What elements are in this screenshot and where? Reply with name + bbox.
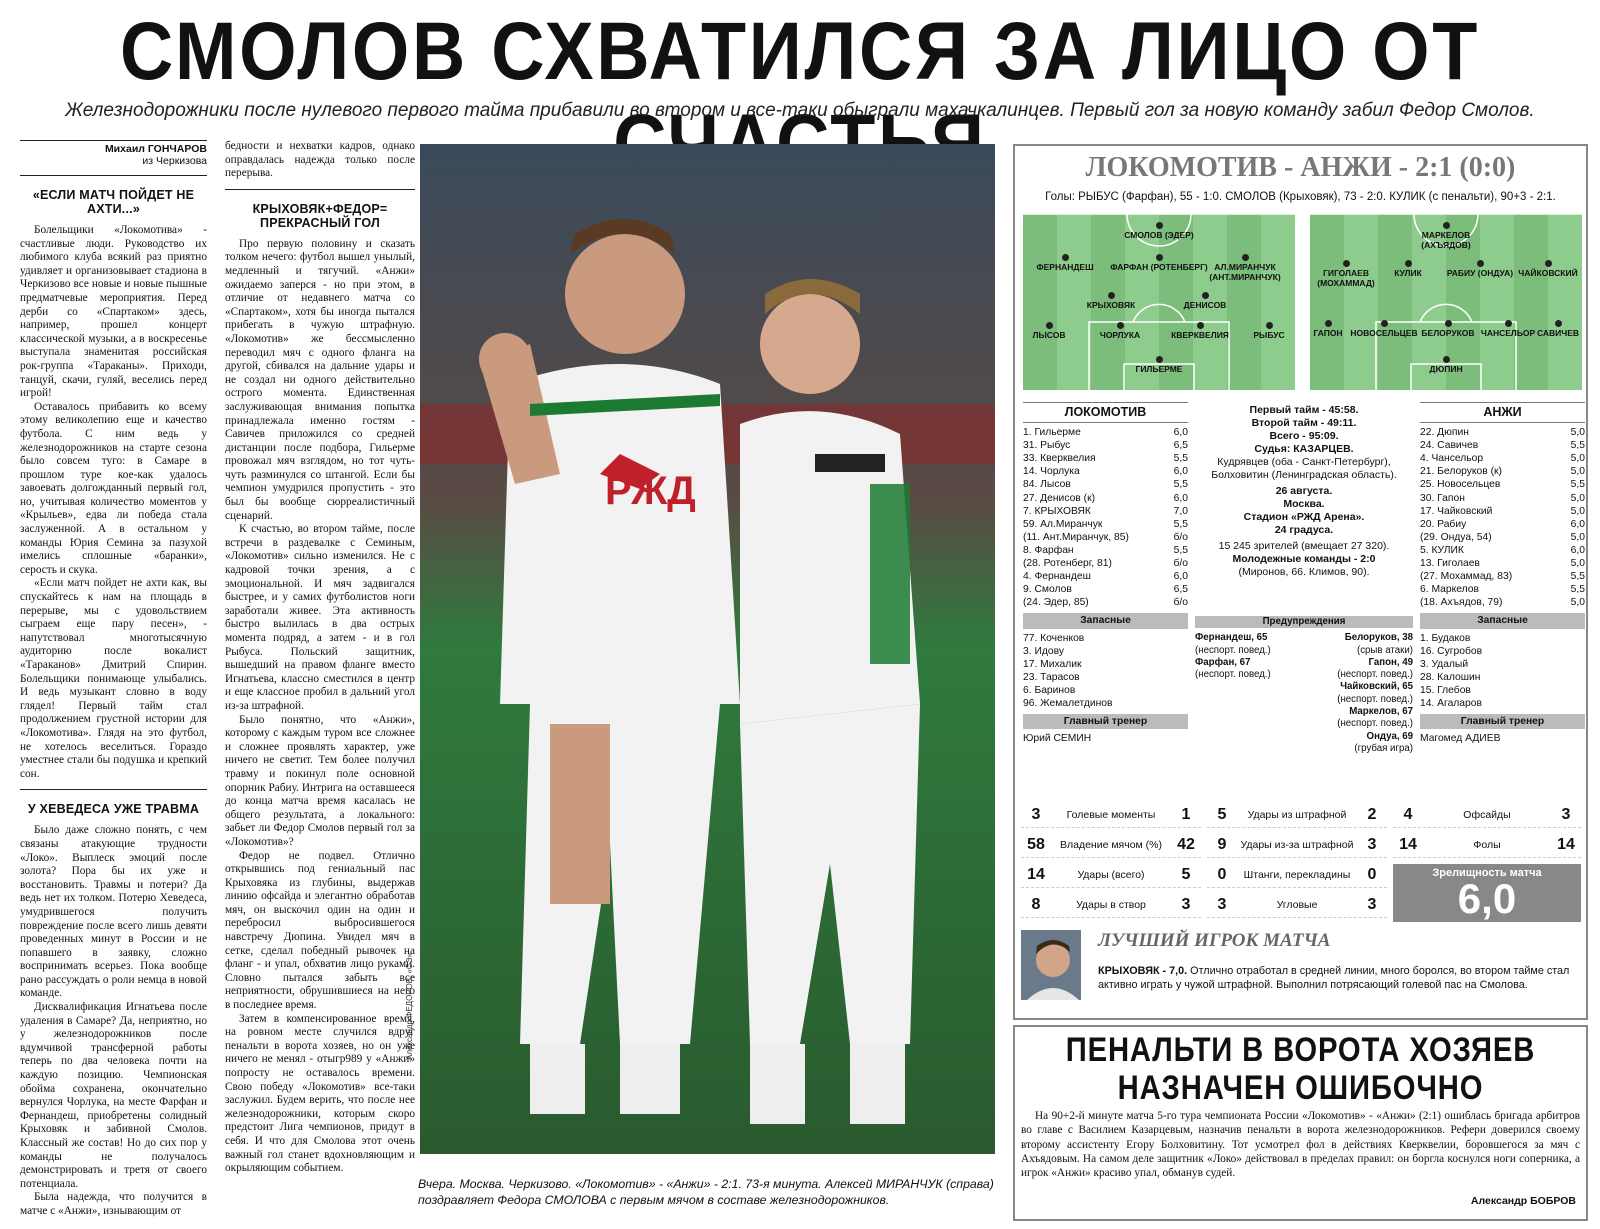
player-name: (11. Ант.Миранчук, 85) <box>1023 531 1129 543</box>
player-rating: 6,0 <box>1173 492 1188 504</box>
player-row <box>1420 557 1585 570</box>
player-rating: б/о <box>1173 531 1188 543</box>
warning-name: Фернандеш, 65 <box>1195 632 1268 644</box>
player-rating: 5,0 <box>1570 558 1585 570</box>
subhead: «ЕСЛИ МАТЧ ПОЙДЕТ НЕ АХТИ...» <box>20 175 207 216</box>
home-lineup <box>1023 402 1188 745</box>
player-name: 27. Денисов (к) <box>1023 492 1095 504</box>
sub-player: 14. Агаларов <box>1420 697 1482 709</box>
player-name: (18. Ахъядов, 79) <box>1420 597 1503 609</box>
penalty-author: Александр БОБРОВ <box>1470 1195 1576 1207</box>
player-name: 1. Гильерме <box>1023 427 1081 439</box>
player-name: 17. Чайковский <box>1420 505 1493 517</box>
paragraph: Было понятно, что «Анжи», которому с каждым туром все сложнее и сложнее проявлять характер, уже ничего не светит. Тем более получил травму и покинул поле основной опорник Рабиу. Интрига на оставшееся до конца матча время касалась не общего результата, а локального: забьет ли Федор Смолов первый гол за «Локомотив»? <box>225 713 415 848</box>
sub-player: 28. Калошин <box>1420 671 1481 683</box>
coach-name: Магомед АДИЕВ <box>1420 733 1501 745</box>
article-column-2 <box>225 140 415 1220</box>
article-column-1 <box>20 140 207 1220</box>
info-line: 26 августа. <box>1275 485 1333 497</box>
stat-row: 5 Удары из штрафной 2 <box>1207 802 1387 828</box>
info-line: Судья: КАЗАРЦЕВ. <box>1254 443 1354 455</box>
player-name: 14. Чорлука <box>1023 466 1080 478</box>
player-marker: БЕЛОРУКОВ <box>1398 320 1498 339</box>
info-line: Второй тайм - 49:11. <box>1251 417 1357 429</box>
player-row <box>1023 583 1188 596</box>
info-line: Болховитин (Ленинградская область). <box>1211 469 1397 481</box>
player-name: 20. Рабиу <box>1420 518 1467 530</box>
paragraph: Про первую половину и сказать толком нечего: футбол вышел унылый, медленный и тягучий. «Анжи» ожидаемо заперся - но при этом, в отличие от недавнего матча со «Спартаком», хотя бы иногда пытался прибегать в чужую штрафную. «Локомотив» же бессмысленно переводил мяч с одного фланга на другой, сбивался на дальние удары и не создал ни одного действительно острого момента. Единственная заслуживающая внимания попытка принадлежала именно гостям - Савичев приложился со средней дистанции после подбора, Гильерме провожал мяч взглядом, но тот чуть-чуть разминулся со штангой. Если бы чемпион умудрился пропустить - это был бы вообще сюрреалистичный сценарий. <box>225 237 415 522</box>
player-row <box>1023 452 1188 465</box>
warning-name: Маркелов, 67 <box>1349 706 1413 718</box>
player-marker: ГИГОЛАЕВ (МОХАММАД) <box>1310 260 1396 288</box>
player-rating: 6,0 <box>1173 571 1188 583</box>
player-name: 4. Фернандеш <box>1023 571 1091 583</box>
warnings-header: Предупреждения <box>1195 616 1413 628</box>
warning-reason: (срыв атаки) <box>1356 644 1413 656</box>
player-row <box>1420 465 1585 478</box>
player-row <box>1023 478 1188 491</box>
player-name: (27. Мохаммад, 83) <box>1420 571 1513 583</box>
paragraph: Оставалось прибавить ко всему этому великолепию еще и качество футбола. С ним ведь у железнодорожников на старте сезона было совсем туго: в Самаре в прошлом туре кое-как удалось завоевать долгожданный первый гол, но, учитывая количество моментов у «Крыльев», едва ли победа стала заслуженной. А в остальном у команды Юрия Семина за пазухой имелись сплошные «баранки», серость и скука. <box>20 400 207 576</box>
player-marker: РЫБУС <box>1219 322 1295 341</box>
sub-player: 3. Удалый <box>1420 658 1469 670</box>
player-row <box>1023 492 1188 505</box>
warning-name: Белоруков, 38 <box>1344 632 1413 644</box>
player-rating: 5,0 <box>1570 597 1585 609</box>
player-name: 59. Ал.Миранчук <box>1023 518 1103 530</box>
warning-name: Чайковский, 65 <box>1340 681 1413 693</box>
warning-name: Ондуа, 69 <box>1366 730 1413 742</box>
player-row <box>1420 505 1585 518</box>
player-marker: КУЛИК <box>1358 260 1458 279</box>
player-rating: 5,5 <box>1173 544 1188 556</box>
info-line: Молодежные команды - 2:0 <box>1232 553 1376 565</box>
player-row <box>1420 531 1585 544</box>
photo-caption: Вчера. Москва. Черкизово. «Локомотив» - «Анжи» - 2:1. 73-я минута. Алексей МИРАНЧУК (справа) поздравляет Федора СМОЛОВА с первым мячом в составе железнодорожников. <box>418 1177 994 1207</box>
info-line: 15 245 зрителей (вмещает 27 320). <box>1218 540 1390 552</box>
stat-row: 58 Владение мячом (%) 42 <box>1021 832 1201 858</box>
player-marker: ЧАНСЕЛЬОР <box>1458 320 1558 339</box>
headline: СМОЛОВ СХВАТИЛСЯ ЗА ЛИЦО ОТ <box>119 6 1481 97</box>
player-rating: 5,0 <box>1570 531 1585 543</box>
player-marker: ФАРФАН (РОТЕНБЕРГ) <box>1109 254 1209 273</box>
rating-label: Зрелищность матча <box>1432 867 1542 879</box>
player-name: 6. Маркелов <box>1420 584 1479 596</box>
player-rating: 7,0 <box>1173 505 1188 517</box>
player-rating: 6,0 <box>1570 544 1585 556</box>
player-name: 31. Рыбус <box>1023 440 1071 452</box>
player-marker: КРЫХОВЯК <box>1061 292 1161 311</box>
player-row <box>1023 557 1188 570</box>
warning-name: Гапон, 49 <box>1368 656 1413 668</box>
stat-row: 3 Угловые 3 <box>1207 892 1387 918</box>
player-rating: 5,0 <box>1570 427 1585 439</box>
player-marker: САВИЧЕВ <box>1508 320 1582 339</box>
player-name: 25. Новосельцев <box>1420 479 1501 491</box>
player-marker: КВЕРКВЕЛИЯ <box>1150 322 1250 341</box>
player-row <box>1420 518 1585 531</box>
player-marker: ЧОРЛУКА <box>1070 322 1170 341</box>
paragraph: «Если матч пойдет не ахти как, вы спускайтесь к нам на площадь в перерыве, мы с удовольствием сыграем еще пару песен», - напутствовал многотысячную аудиторию после вокалист «Тараканов» Дмитрий Спирин. Болельщики понимающе улыбались. И ведь музыкант словно в воду глядел! Первый тайм стал продолжением грустной истории для «Локомотива». Глядя на это футбол, не хотелось веселиться. Гораздо уместнее стали бы подушка и крепкий сон. <box>20 577 207 780</box>
info-line: Москва. <box>1283 498 1325 510</box>
player-marker: СМОЛОВ (ЭДЕР) <box>1109 222 1209 241</box>
coach-header: Главный тренер <box>1023 714 1188 729</box>
stat-row: 3 Голевые моменты 1 <box>1021 802 1201 828</box>
player-name: 13. Гиголаев <box>1420 558 1480 570</box>
paragraph: Болельщики «Локомотива» - счастливые люди. Руководство их любимого клуба всякий раз приятно удивляет и организовывает стадиона в Черкизово все новые и новые пышные предматчевые мероприятия. Перед дерби со «Спартаком» здесь, например, прошел концерт классической музыки, а в воскресенье выступала знаменитая российская рок-группа «Тараканы». Приходи, танцуй, скачи, гуляй, веселись перед игрой! <box>20 224 207 400</box>
photo-credit: Александр ФЕДОРОВ, «СЭ» <box>405 953 414 1060</box>
player-rating: б/о <box>1173 597 1188 609</box>
spectacle-rating <box>1393 864 1581 922</box>
player-row <box>1420 426 1585 439</box>
match-photo <box>420 144 995 1154</box>
player-rating: 6,5 <box>1173 440 1188 452</box>
sub-player: 77. Коченков <box>1023 632 1085 644</box>
warning-reason: (неспорт. повед.) <box>1195 644 1271 656</box>
warning-reason: (неспорт. повед.) <box>1195 669 1271 681</box>
player-rating: 5,5 <box>1570 479 1585 491</box>
player-name: 7. КРЫХОВЯК <box>1023 505 1091 517</box>
info-line: 24 градуса. <box>1274 524 1334 536</box>
away-lineup <box>1420 402 1585 745</box>
player-rating: 5,5 <box>1173 518 1188 530</box>
home-formation <box>1023 214 1295 390</box>
player-rating: 5,0 <box>1570 505 1585 517</box>
match-info <box>1195 404 1413 579</box>
stat-row: 4 Офсайды 3 <box>1393 802 1581 828</box>
paragraph: Дисквалификация Игнатьева после удаления в Самаре? Да, неприятно, но у железнодорожников после вдумчивой трансферной работы теперь по два человека почти на каждую позицию. Чемпионская обойма сохранена, окончательно вернулся Чорлука, на месте Фарфан и Фернандеш, приобретены солидный Крыховяк и забивной Смолов. Классный же состав! Но до сих пор у команды не получалось демонстрировать и третя от своего потенциала. <box>20 1001 207 1190</box>
info-line: Первый тайм - 45:58. <box>1249 404 1359 416</box>
player-name: (24. Эдер, 85) <box>1023 597 1089 609</box>
stat-row: 14 Фолы 14 <box>1393 832 1581 858</box>
player-row <box>1420 478 1585 491</box>
stat-row: 14 Удары (всего) 5 <box>1021 862 1201 888</box>
subhead: КРЫХОВЯК+ФЕДОР= ПРЕКРАСНЫЙ ГОЛ <box>225 189 415 230</box>
goals-line: Голы: РЫБУС (Фарфан), 55 - 1:0. СМОЛОВ (Крыховяк), 73 - 2:0. КУЛИК (с пенальти), 90+3 - 2:1. <box>1045 191 1556 203</box>
match-score-title: ЛОКОМОТИВ - АНЖИ - 2:1 (0:0) <box>1085 152 1516 183</box>
player-rating: б/о <box>1173 558 1188 570</box>
penalty-headline: ПЕНАЛЬТИ В ВОРОТА ХОЗЯЕВ НАЗНАЧЕН ОШИБОЧНО <box>1065 1031 1536 1107</box>
player-row <box>1023 426 1188 439</box>
coach-name: Юрий СЕМИН <box>1023 733 1092 745</box>
author-name: Михаил ГОНЧАРОВ <box>104 143 207 155</box>
player-rating: 5,5 <box>1570 571 1585 583</box>
stat-row: 9 Удары из-за штрафной 3 <box>1207 832 1387 858</box>
stat-row: 0 Штанги, перекладины 0 <box>1207 862 1387 888</box>
sub-player: 96. Жемалетдинов <box>1023 697 1113 709</box>
subs-header: Запасные <box>1023 613 1188 628</box>
player-name: 33. Кверквелия <box>1023 453 1096 465</box>
player-name: 22. Дюпин <box>1420 427 1469 439</box>
lead-paragraph: Железнодорожники после нулевого первого тайма прибавили во втором и все-таки обыграли махачкалинцев. Первый гол за новую команду забил Федор Смолов. <box>65 100 1535 121</box>
paragraph: Была надежда, что получится в матче с «Анжи», изнывающим от <box>20 1191 207 1217</box>
warning-reason: (грубая игра) <box>1354 742 1413 754</box>
sub-player: 3. Идову <box>1023 645 1064 657</box>
player-rating: 6,5 <box>1173 584 1188 596</box>
paragraph: Затем в компенсированное время, на ровном месте случился вдруг пенальти в ворота хозяев, но он уже ничего не менял - отыгр989 у «Анжи» попросту не оставалось времени. Свою победу «Локомотив» все-таки заслужил. Будем верить, что после нее железнодорожники, которым скоро предстоит Лига чемпионов, придут в себя. И что для Смолова этот очень важный гол станет вдохновляющим и окрыляющим событием. <box>225 1012 415 1175</box>
player-row <box>1023 439 1188 452</box>
player-row <box>1023 465 1188 478</box>
player-rating: 5,0 <box>1570 492 1585 504</box>
subs-header: Запасные <box>1420 613 1585 628</box>
player-marker: АЛ.МИРАНЧУК (АНТ.МИРАНЧУК) <box>1195 254 1295 282</box>
player-name: 8. Фарфан <box>1023 544 1074 556</box>
paragraph: бедности и нехватки кадров, однако оправдалась надежда только после перерыва. <box>225 140 415 180</box>
player-name: 5. КУЛИК <box>1420 544 1464 556</box>
player-row <box>1023 518 1188 531</box>
warning-reason: (неспорт. повед.) <box>1337 693 1413 705</box>
penalty-article <box>1013 1025 1588 1221</box>
player-rating: 5,5 <box>1570 584 1585 596</box>
paragraph: Федор не подвел. Отлично открывшись под гениальный пас Крыховяка из глубины, выдержав линию офсайда и элегантно обработав мяч, он выскочил один на один и перебросил выбросившегося навстречу Дюпина. Увидел мяч в сетке, сделал победный рывочек на фланг - и упал, обхватив лицо руками. Словно пытался забыть все неприятности, обрушившиеся на него в последнее время. <box>225 849 415 1012</box>
shirt-logo: РЖД <box>605 469 696 513</box>
stat-row: 8 Удары в створ 3 <box>1021 892 1201 918</box>
best-player <box>1021 930 1584 1000</box>
player-row <box>1023 596 1188 609</box>
player-row <box>1420 544 1585 557</box>
player-name: 9. Смолов <box>1023 584 1072 596</box>
player-marker: МАРКЕЛОВ (АХЪЯДОВ) <box>1396 222 1496 250</box>
player-marker: ГИЛЬЕРМЕ <box>1109 356 1209 375</box>
player-name: 4. Чансельор <box>1420 453 1484 465</box>
player-row <box>1420 596 1585 609</box>
match-stats-panel <box>1013 144 1588 1020</box>
player-rating: 6,0 <box>1570 518 1585 530</box>
warning-reason: (неспорт. повед.) <box>1337 718 1413 730</box>
player-marker: ЛЫСОВ <box>1023 322 1099 341</box>
player-row <box>1420 570 1585 583</box>
player-rating: 5,0 <box>1570 453 1585 465</box>
warning-reason: (неспорт. повед.) <box>1337 669 1413 681</box>
coach-header: Главный тренер <box>1420 714 1585 729</box>
author-place: из Черкизова <box>142 155 207 167</box>
subhead: У ХЕВЕДЕСА УЖЕ ТРАВМА <box>20 789 207 816</box>
away-formation <box>1310 214 1582 390</box>
sub-player: 23. Тарасов <box>1023 671 1080 683</box>
paragraph: К счастью, во втором тайме, после встречи в раздевалке с Семиным, «Локомотив» сильно изменился. Не с кадровой точки зрения, а с эмоциональной. И мяч задвигался быстрее, и у самих футболистов ноги заработали живее. Эта активность быстро вылилась в два острых момента подряд, а затем - и в гол Рыбуса. Польский защитник, вышедший на правом фланге вместо Игнатьева, классно сместился в центр и еще классное пробил в дальний угол из-за штрафной. <box>225 523 415 712</box>
player-marker: ГАПОН <box>1310 320 1378 339</box>
byline <box>20 140 207 167</box>
player-name: 30. Гапон <box>1420 492 1465 504</box>
sub-player: 15. Глебов <box>1420 684 1471 696</box>
player-marker: ЧАЙКОВСКИЙ <box>1498 260 1582 279</box>
warning-name: Фарфан, 67 <box>1195 656 1251 668</box>
player-row <box>1420 439 1585 452</box>
player-rating: 5,0 <box>1570 466 1585 478</box>
player-row <box>1023 544 1188 557</box>
best-player-title: ЛУЧШИЙ ИГРОК МАТЧА <box>1098 930 1331 951</box>
player-name: 21. Белоруков (к) <box>1420 466 1502 478</box>
player-marker: ДЕНИСОВ <box>1155 292 1255 311</box>
penalty-text: На 90+2-й минуте матча 5-го тура чемпионата России «Локомотив» - «Анжи» (2:1) ошиблась бригада арбитров во главе с Василием Казарцевым, назначив пенальти в ворота железнодорожников. Рефери доверился своему второму ассистенту Егору Болховитину. Тот усмотрел фол в действиях Кверквелии, боровшегося за мяч с Ахъядовым. На самом деле защитник «Локо» действовал в пределах правил: он боргла коснулся ноги соперника, а игрок «Анжи» красиво упал, обманув судей. <box>1021 1110 1580 1180</box>
player-name: (28. Ротенберг, 81) <box>1023 558 1112 570</box>
player-marker: РАБИУ (ОНДУА) <box>1430 260 1530 279</box>
sub-player: 1. Будаков <box>1420 632 1471 644</box>
player-row <box>1023 505 1188 518</box>
away-team-name: АНЖИ <box>1420 402 1585 423</box>
player-rating: 5,5 <box>1173 479 1188 491</box>
player-name: 24. Савичев <box>1420 440 1479 452</box>
player-rating: 5,5 <box>1173 453 1188 465</box>
player-row <box>1420 583 1585 596</box>
player-marker: ФЕРНАНДЕШ <box>1023 254 1115 273</box>
home-team-name: ЛОКОМОТИВ <box>1023 402 1188 423</box>
player-row <box>1023 570 1188 583</box>
player-rating: 6,0 <box>1173 427 1188 439</box>
paragraph: Было даже сложно понять, с чем связаны атакующие трудности «Локо». Выплеск эмоций после золота? Пора бы их уже и восстановить. Травмы и потери? Да ведь нет их толком. Потерю Хеведеса, умудрившегося получить повреждение после всего лишь девяти проведенных минут в России и не попавшего в заявку, сложно воспринимать всерьез. Пока вообще рано рассуждать о роли немца в новой команде. <box>20 824 207 1000</box>
rating-value: 6,0 <box>1457 875 1517 922</box>
info-line: Кудрявцев (оба - Санкт-Петербург), <box>1217 456 1391 468</box>
warnings <box>1195 616 1413 755</box>
player-marker: ДЮПИН <box>1396 356 1496 375</box>
player-marker: НОВОСЕЛЬЦЕВ <box>1334 320 1434 339</box>
info-line: Всего - 95:09. <box>1269 430 1339 442</box>
player-row <box>1420 492 1585 505</box>
player-row <box>1420 452 1585 465</box>
player-name: (29. Ондуа, 54) <box>1420 531 1492 543</box>
sub-player: 17. Михалик <box>1023 658 1082 670</box>
sub-player: 6. Баринов <box>1023 684 1076 696</box>
player-row <box>1023 531 1188 544</box>
sub-player: 16. Сугробов <box>1420 645 1483 657</box>
player-rating: 6,0 <box>1173 466 1188 478</box>
player-avatar <box>1021 930 1081 1000</box>
info-line: Стадион «РЖД Арена». <box>1243 511 1365 523</box>
player-rating: 5,5 <box>1570 440 1585 452</box>
player-name: 84. Лысов <box>1023 479 1071 491</box>
info-line: (Миронов, 66. Климов, 90). <box>1238 566 1370 578</box>
best-player-description: КРЫХОВЯК - 7,0. Отлично отработал в средней линии, много боролся, во втором тайме стал активно играть у чужой штрафной. Выполнил потрясающий голевой пас на Смолова. <box>1098 965 1570 991</box>
